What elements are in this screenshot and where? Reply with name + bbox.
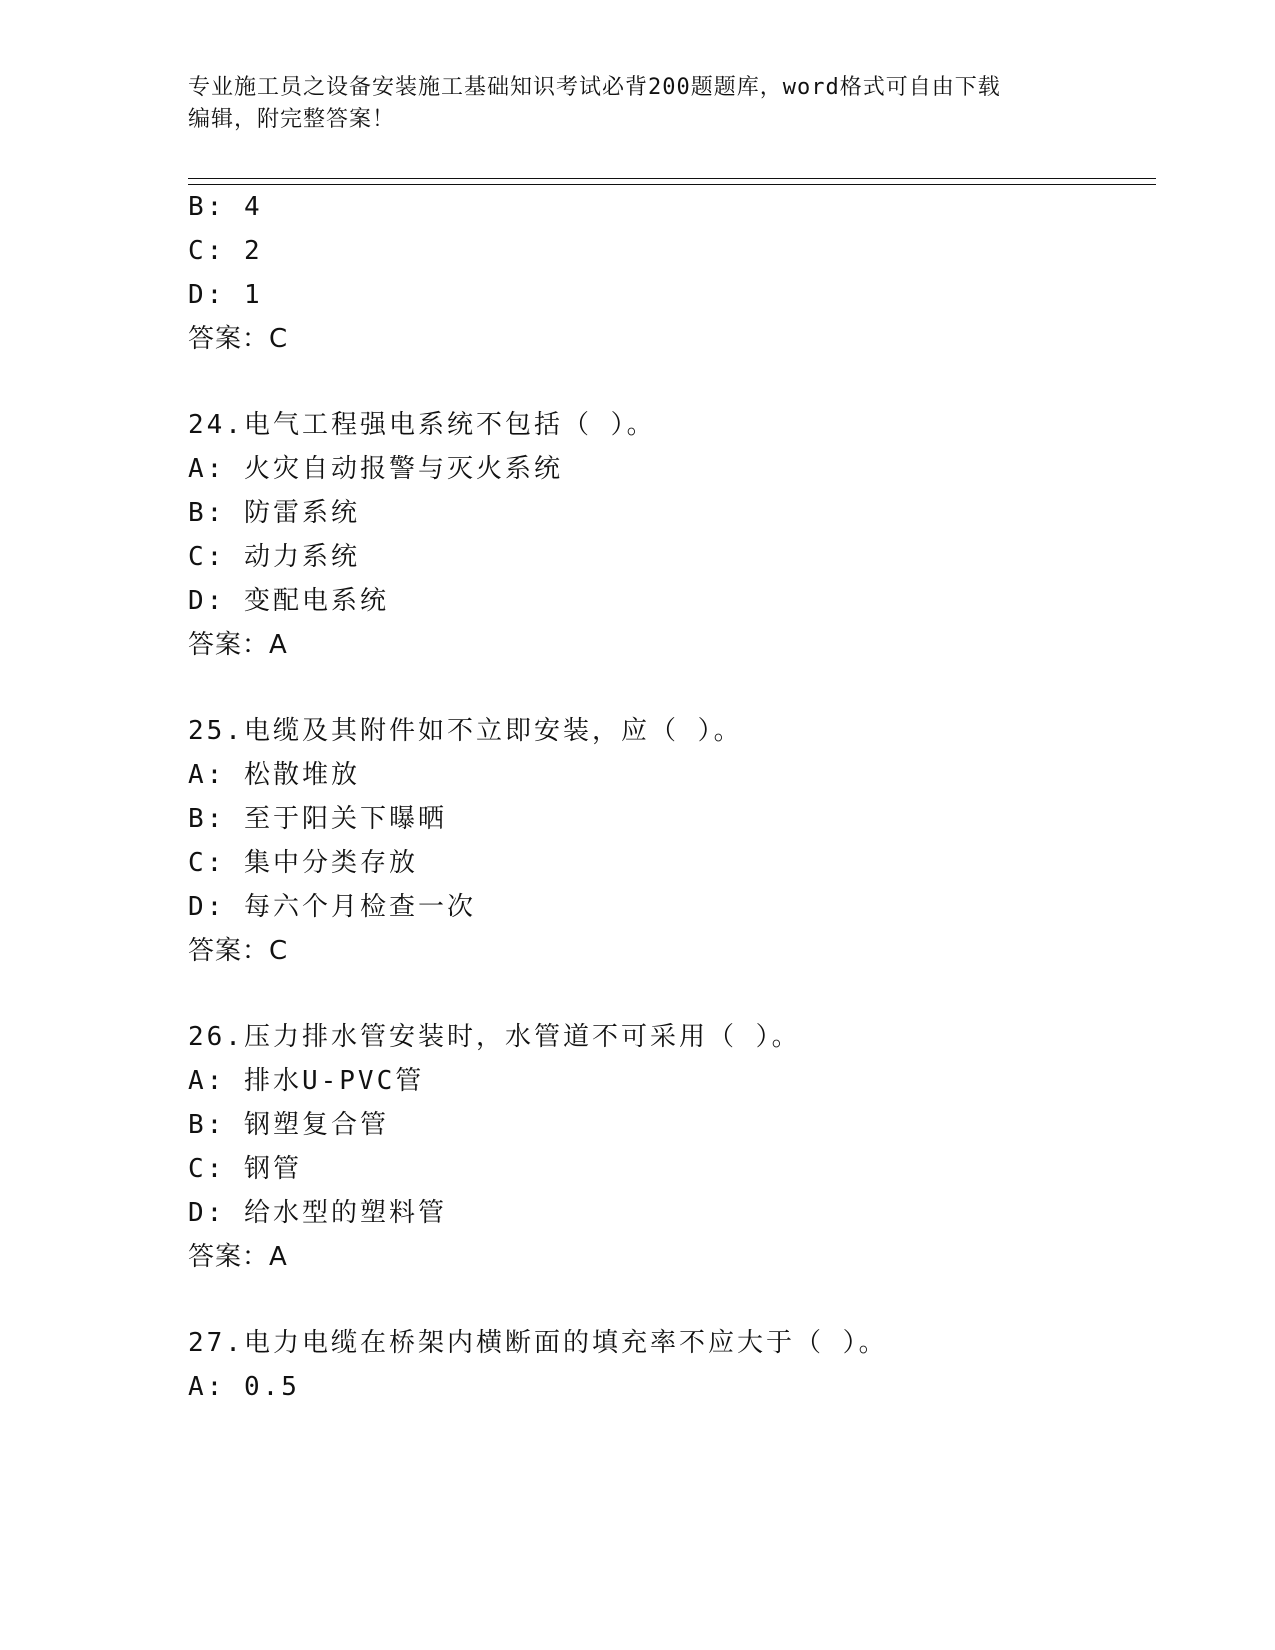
header-line-2: 编辑，附完整答案！ xyxy=(188,107,396,132)
question-text: 25.电缆及其附件如不立即安装，应（ ）。 xyxy=(188,716,743,746)
answer: 答案：A xyxy=(188,630,288,660)
answer: 答案：C xyxy=(188,324,289,354)
header-divider-top xyxy=(188,178,1156,179)
option-b: B: 4 xyxy=(188,192,263,222)
option-a: A: 松散堆放 xyxy=(188,760,360,790)
option-a: A: 排水U-PVC管 xyxy=(188,1066,425,1096)
option-b: B: 钢塑复合管 xyxy=(188,1110,389,1140)
header-divider-bottom xyxy=(188,184,1156,185)
question-text: 24.电气工程强电系统不包括（ ）。 xyxy=(188,410,656,440)
option-d: D: 变配电系统 xyxy=(188,586,389,616)
option-a: A: 0.5 xyxy=(188,1372,300,1402)
option-c: C: 2 xyxy=(188,236,263,266)
answer: 答案：A xyxy=(188,1242,288,1272)
document-header xyxy=(188,72,1088,136)
question-text: 27.电力电缆在桥架内横断面的填充率不应大于（ ）。 xyxy=(188,1328,888,1358)
answer: 答案：C xyxy=(188,936,289,966)
question-text: 26.压力排水管安装时，水管道不可采用（ ）。 xyxy=(188,1022,801,1052)
option-d: D: 每六个月检查一次 xyxy=(188,892,476,922)
option-d: D: 1 xyxy=(188,280,263,310)
header-line-1: 专业施工员之设备安装施工基础知识考试必背200题题库，word格式可自由下载 xyxy=(188,75,1001,100)
option-b: B: 防雷系统 xyxy=(188,498,360,528)
option-c: C: 集中分类存放 xyxy=(188,848,418,878)
option-c: C: 动力系统 xyxy=(188,542,360,572)
option-a: A: 火灾自动报警与灭火系统 xyxy=(188,454,563,484)
option-d: D: 给水型的塑料管 xyxy=(188,1198,447,1228)
option-c: C: 钢管 xyxy=(188,1154,302,1184)
option-b: B: 至于阳关下曝晒 xyxy=(188,804,447,834)
